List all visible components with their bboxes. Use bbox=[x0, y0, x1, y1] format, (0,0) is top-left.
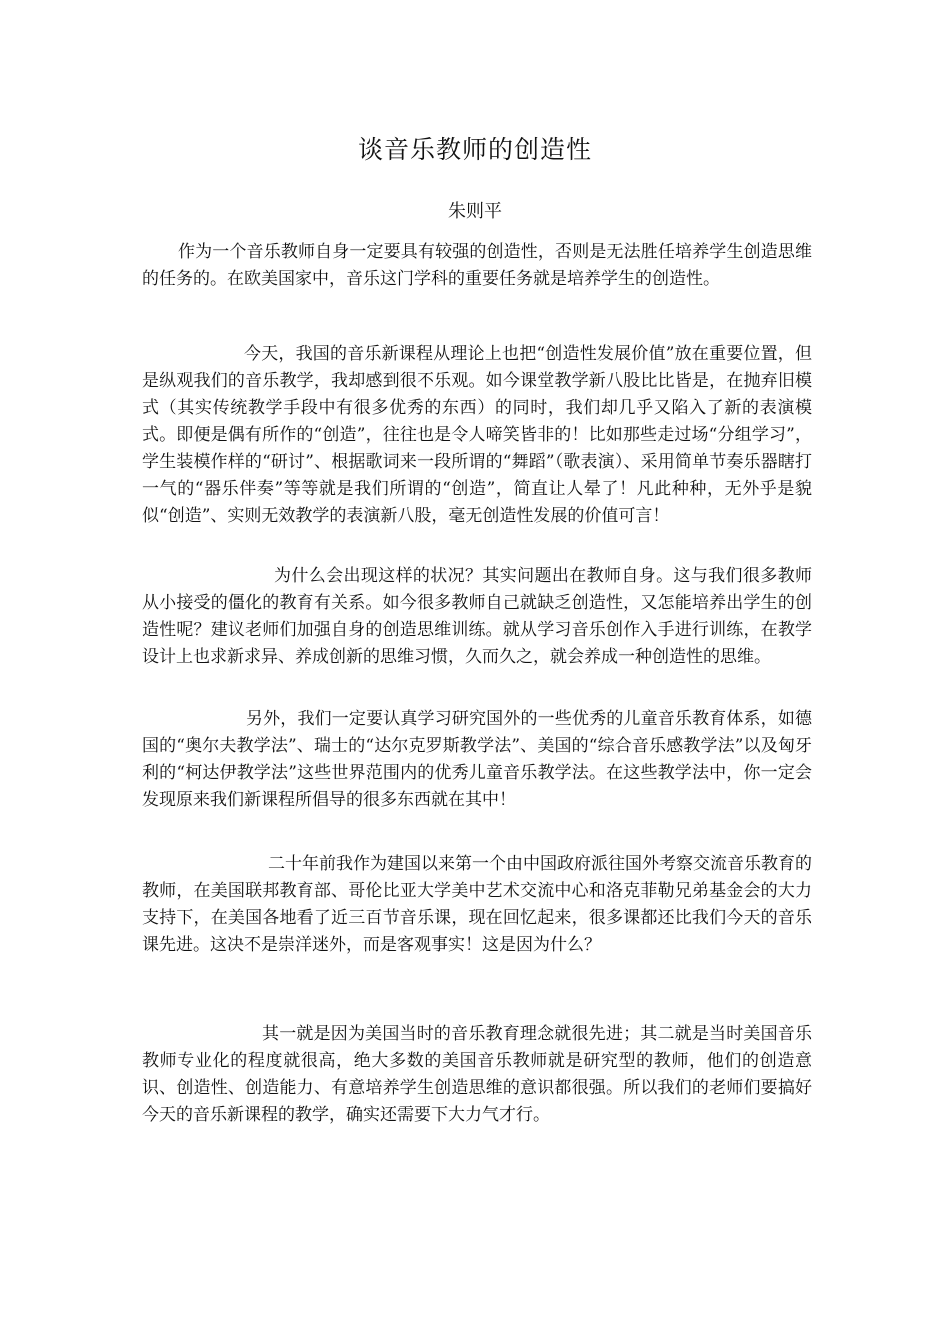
author-name: 朱则平 bbox=[448, 201, 502, 222]
paragraph-3: 为什么会出现这样的状况？其实问题出在教师自身。这与我们很多教师从小接受的僵化的教育有关系。如今很多教师自己就缺乏创造性，又怎能培养出学生的创造性呢？建议老师们加强自身的创造思维训练。就从学习音乐创作入手进行训练，在教学设计上也求新求异、养成创新的思维习惯，久而久之，就会养成一种创造性的思维。 bbox=[142, 566, 812, 667]
paragraph-6: 其一就是因为美国当时的音乐教育理念就很先进；其二就是当时美国音乐教师专业化的程度就很高，绝大多数的美国音乐教师就是研究型的教师，他们的创造意识、创造性、创造能力、有意培养学生创造思维的意识都很强。所以我们的老师们要搞好今天的音乐新课程的教学，确实还需要下大力气才行。 bbox=[142, 1024, 812, 1125]
paragraph-4: 另外，我们一定要认真学习研究国外的一些优秀的儿童音乐教育体系，如德国的“奥尔夫教学法”、瑞士的“达尔克罗斯教学法”、美国的“综合音乐感教学法”以及匈牙利的“柯达伊教学法”这些世界范围内的优秀儿童音乐教学法。在这些教学法中，你一定会发现原来我们新课程所倡导的很多东西就在其中！ bbox=[142, 709, 812, 810]
paragraph-2: 今天，我国的音乐新课程从理论上也把“创造性发展价值”放在重要位置，但是纵观我们的音乐教学，我却感到很不乐观。如今课堂教学新八股比比皆是，在抛弃旧模式（其实传统教学手段中有很多优秀的东西）的同时，我们却几乎又陷入了新的表演模式。即便是偶有所作的“创造”，往往也是令人啼笑皆非的！比如那些走过场“分组学习”，学生装模作样的“研讨”、根据歌词来一段所谓的“舞蹈”（歌表演）、采用简单节奏乐器瞎打一气的“器乐伴奏”等等就是我们所谓的“创造”，简直让人晕了！凡此种种，无外乎是貌似“创造”、实则无效教学的表演新八股，毫无创造性发展的价值可言！ bbox=[142, 344, 812, 526]
document-title: 谈音乐教师的创造性 bbox=[357, 135, 592, 164]
paragraph-5: 二十年前我作为建国以来第一个由中国政府派往国外考察交流音乐教育的教师，在美国联邦教育部、哥伦比亚大学美中艺术交流中心和洛克菲勒兄弟基金会的大力支持下，在美国各地看了近三百节音乐课，现在回忆起来，很多课都还比我们今天的音乐课先进。这决不是崇洋迷外，而是客观事实！这是因为什么？ bbox=[142, 854, 812, 955]
paragraph-1: 作为一个音乐教师自身一定要具有较强的创造性，否则是无法胜任培养学生创造思维的任务的。在欧美国家中，音乐这门学科的重要任务就是培养学生的创造性。 bbox=[142, 242, 812, 289]
